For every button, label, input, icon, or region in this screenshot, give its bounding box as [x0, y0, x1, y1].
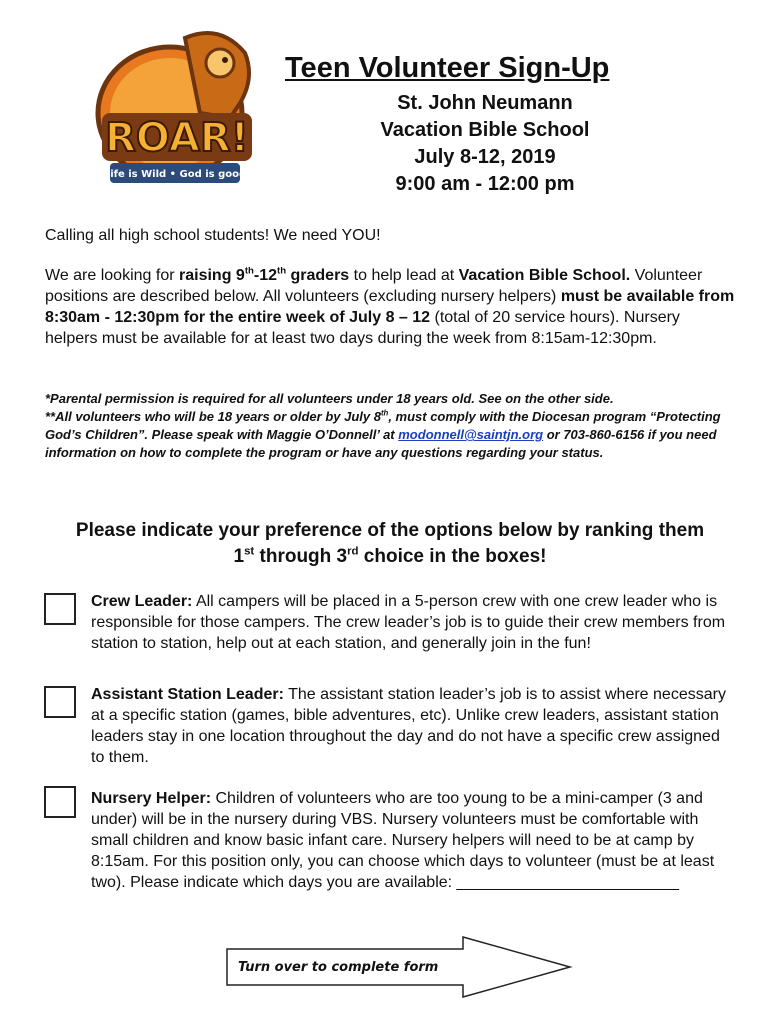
text-span: Volunteer positions are described below. All volunteers (excluding nursery helpers) [45, 267, 703, 305]
availability-requirement: must be available from 8:30am - 12:30pm for the entire week of July 8 – 12 [45, 288, 735, 326]
role-description: The assistant station leader’s job is to assist where necessary at a specific station (games, bible adventures, etc). Unlike crew leaders, assistant station leaders stay in one location throughout the day and do not have a specific crew assigned to them. [91, 686, 726, 766]
superscript: th [380, 408, 389, 418]
superscript: rd [347, 545, 359, 558]
diocesan-note [45, 408, 735, 462]
event-dates: July 8-12, 2019 [414, 146, 556, 168]
text-span: We are looking for [45, 267, 179, 284]
turn-over-label: Turn over to complete form [238, 960, 439, 975]
org-name: St. John Neumann [397, 92, 573, 114]
role-assistant-station-leader [91, 684, 726, 768]
text-span: to help lead at [349, 267, 459, 284]
text-span: (total of 20 service hours). Nursery helpers must be available for at least two days during the week from 8:15am-12:30pm. [45, 309, 680, 347]
logo-tagline: Life is Wild • God is good [103, 169, 247, 180]
text-span: choice in the boxes! [358, 546, 547, 567]
role-name: Crew Leader: [91, 593, 193, 610]
role-nursery-helper [91, 788, 726, 893]
parental-permission-note: *Parental permission is required for all volunteers under 18 years old. See on the other side. [45, 391, 614, 406]
page-title: Teen Volunteer Sign-Up [285, 52, 610, 84]
role-description: All campers will be placed in a 5-person crew with one crew leader who is responsible for those campers. The crew leader’s job is to guide their crew members from station to station, help out at each station, and generally join in the fun! [91, 593, 726, 652]
role-crew-leader [91, 591, 726, 654]
text-span: graders [286, 267, 350, 284]
event-details [330, 90, 640, 198]
role-name: Assistant Station Leader: [91, 686, 284, 703]
volunteer-description [45, 265, 735, 349]
crew-leader-rank-box[interactable] [44, 593, 76, 625]
text-span: Please indicate your preference of the options below by ranking them [75, 520, 705, 541]
event-time: 9:00 am - 12:00 pm [395, 173, 575, 195]
text-span: or 703-860-6156 if you need information on how to complete the program or have any questions regarding your status. [45, 427, 717, 460]
availability-blank-line[interactable]: _________________________ [456, 874, 679, 891]
role-name: Nursery Helper: [91, 790, 212, 807]
program-name: Vacation Bible School [380, 119, 590, 141]
text-span: -12 [253, 267, 277, 284]
roar-vbs-logo [90, 18, 270, 193]
text-span: **All volunteers who will be 18 years or older by July 8 [45, 409, 381, 424]
contact-email-link[interactable]: modonnell@saintjn.org [398, 427, 544, 442]
logo-wordmark: ROAR! [105, 115, 249, 161]
text-span: through 3 [254, 546, 348, 567]
intro-text: Calling all high school students! We need YOU! [45, 227, 381, 244]
preference-heading [40, 518, 740, 570]
assistant-station-leader-rank-box[interactable] [44, 686, 76, 718]
role-description: Children of volunteers who are too young to be a mini-camper (3 and under) will be in the nursery during VBS. Nursery volunteers must be comfortable with small children and know basic infant care. Nursery helpers will need to be at camp by 8:15am. For this position only, you can choose which days to volunteer (must be at least two). Please indicate which days you are available: [91, 790, 715, 891]
nursery-helper-rank-box[interactable] [44, 786, 76, 818]
superscript: th [277, 265, 287, 277]
text-span: , must comply with the Diocesan program “Protecting God’s Children”. Please speak with Maggie O’Donnell’ at [45, 409, 721, 442]
text-span: 1 [233, 546, 245, 567]
superscript: th [244, 265, 254, 277]
superscript: st [244, 545, 255, 558]
bold-text: Vacation Bible School. [458, 267, 631, 284]
text-span: raising 9 [179, 267, 245, 284]
